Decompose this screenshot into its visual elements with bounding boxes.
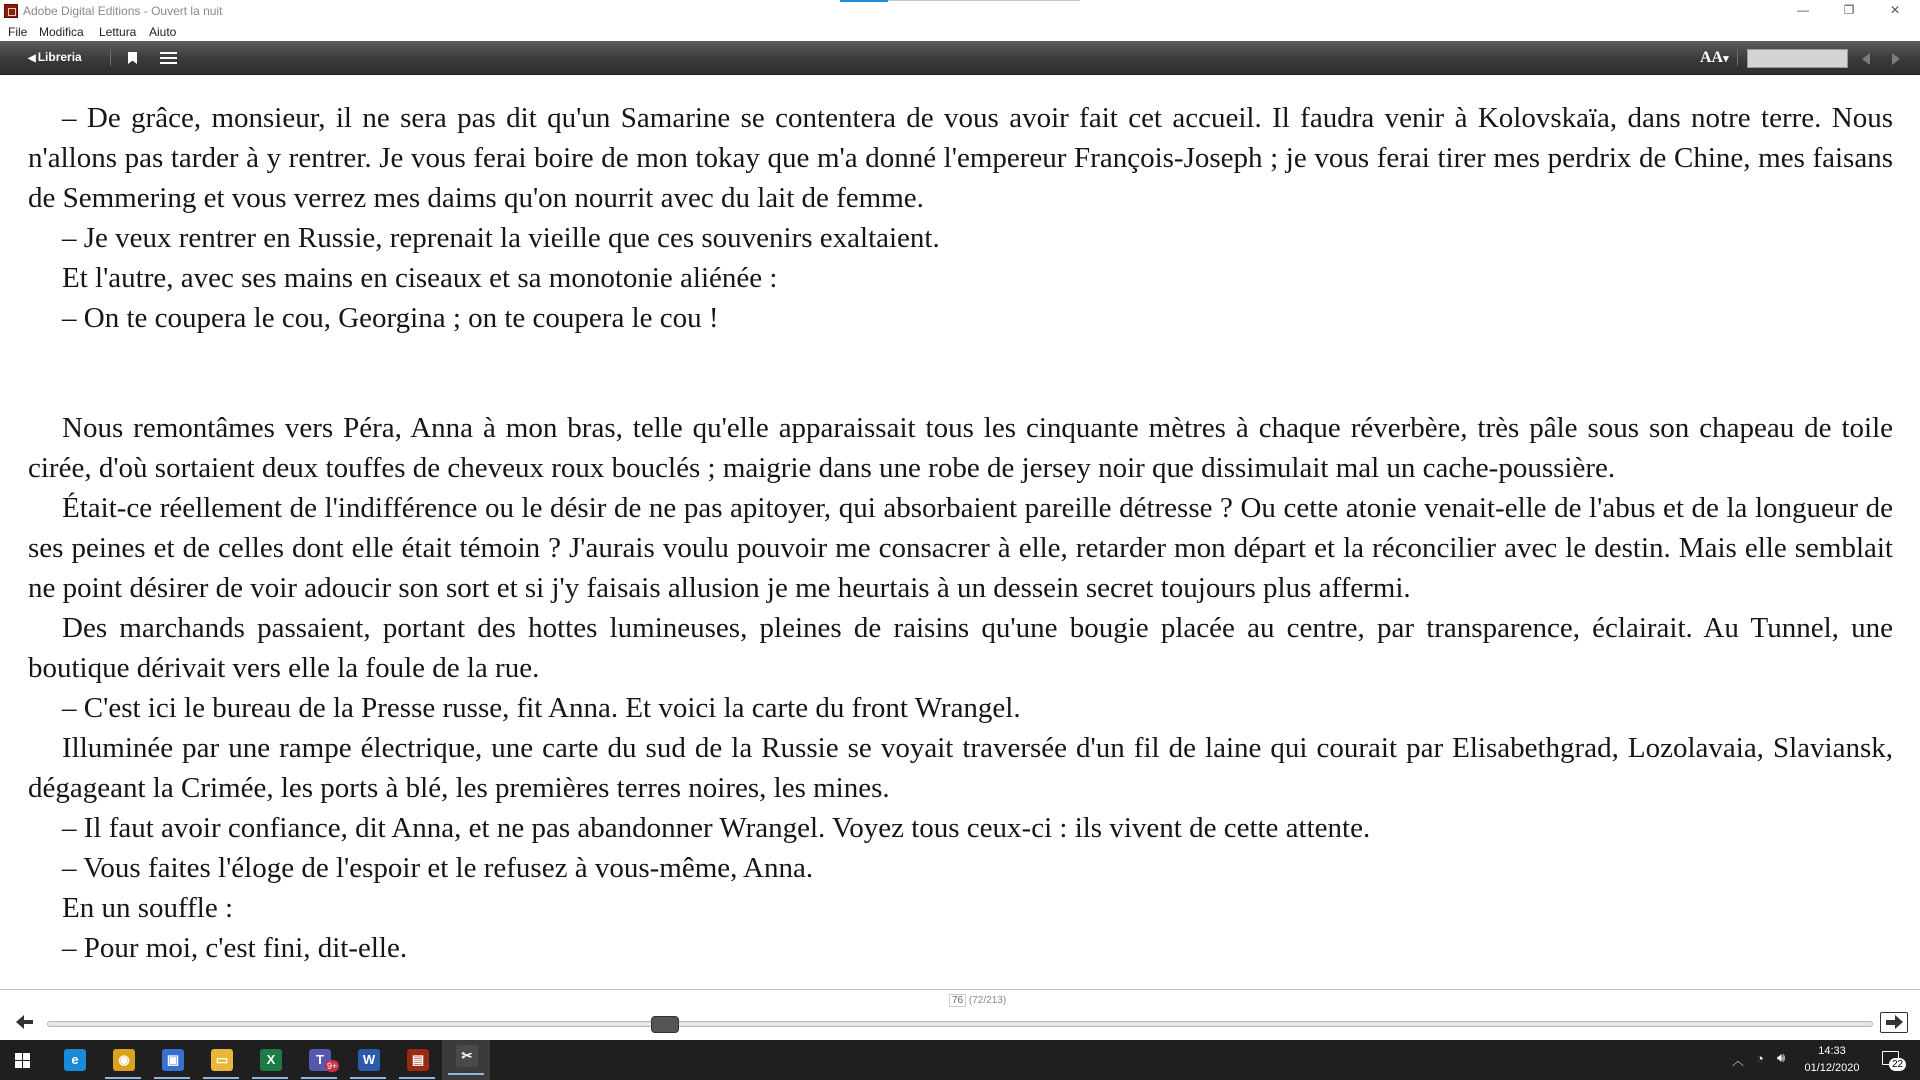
tray-chevron-icon[interactable]: ︿: [1732, 1054, 1745, 1068]
table-of-contents-icon[interactable]: [160, 52, 177, 64]
paragraph: Illuminée par une rampe électrique, une carte du sud de la Russie se voyait traversée d'un fil de laine qui courait par Elisabethgrad, Lozolavaia, Slaviansk, dégageant la Crimée, les ports à blé, les premières terres noires, les mines.: [28, 732, 1893, 804]
next-page-icon[interactable]: [1892, 53, 1900, 65]
paragraph: Était-ce réellement de l'indifférence ou le désir de ne pas apitoyer, qui absorbaient pareille détresse ? Ou cette atonie venait-elle de l'abus et de la longueur de ses peines et de celles dont elle était témoin ? J'aurais voulu pouvoir me consacrer à elle, retarder mon départ et la réconcilier avec le destin. Mais elle semblait ne point désirer de voir adoucir son sort et si j'y faisais allusion je me heurtais à un dessein secret toujours plus affermi.: [28, 492, 1893, 604]
bookmark-icon[interactable]: [128, 52, 137, 64]
back-arrow-button[interactable]: [16, 1014, 34, 1030]
maximize-button[interactable]: ❐: [1843, 3, 1855, 17]
clock-time[interactable]: 14:33: [1818, 1045, 1846, 1057]
chrome-icon: ◉: [113, 1049, 135, 1071]
paragraph: – De grâce, monsieur, il ne sera pas dit qu'un Samarine se contentera de vous avoir fait cet accueil. Il faudra venir à Kolovskaïa, dans notre terre. Nous n'allons pas tarder à y rentrer. Je vous ferai boire de mon tokay que m'a donné l'empereur François-Joseph ; je vous ferai tirer mes perdrix de Chine, mes faisans de Semmering et vous verrez mes daims qu'on nourrit avec du lait de femme.: [28, 102, 1893, 214]
teams-badge: 9+: [327, 1061, 338, 1071]
forward-arrow-button[interactable]: [1880, 1012, 1908, 1033]
page-indicator: [949, 995, 1006, 1006]
paragraph: – Il faut avoir confiance, dit Anna, et ne pas abandonner Wrangel. Voyez tous ceux-ci : ils vivent de cette attente.: [62, 812, 1371, 844]
menu-file[interactable]: File: [8, 25, 28, 39]
title-bar: [0, 0, 1920, 22]
font-size-icon[interactable]: AA▾: [1700, 49, 1729, 66]
title-accent-line: [888, 0, 1080, 1]
book-text: [28, 98, 1893, 968]
progress-slider-thumb[interactable]: [651, 1016, 679, 1033]
adobe-digital-editions-icon: [4, 4, 18, 18]
reading-pane[interactable]: [0, 76, 1920, 989]
clock-date[interactable]: 01/12/2020: [1804, 1062, 1860, 1074]
back-triangle-icon: ◀: [28, 53, 36, 64]
reader-toolbar: [0, 41, 1920, 75]
taskbar-app-digital-editions[interactable]: [393, 1044, 441, 1076]
edge-icon: e: [64, 1049, 86, 1071]
menu-bar: [0, 22, 1920, 41]
library-label: Libreria: [37, 50, 82, 64]
paragraph: – C'est ici le bureau de la Presse russe, fit Anna. Et voici la carte du front Wrangel.: [62, 692, 1021, 724]
page-number[interactable]: 76: [949, 994, 966, 1007]
paragraph: En un souffle :: [62, 892, 234, 924]
paragraph: – Je veux rentrer en Russie, reprenait la vieille que ces souvenirs exaltaient.: [62, 222, 940, 254]
word-icon: W: [358, 1049, 380, 1071]
progress-slider[interactable]: [47, 1021, 1873, 1027]
notification-count-badge: 22: [1889, 1058, 1906, 1071]
running-indicator: [252, 1077, 288, 1079]
taskbar-app-edge[interactable]: [50, 1044, 98, 1076]
text-block-1: [28, 98, 1893, 338]
running-indicator: [350, 1077, 386, 1079]
previous-page-icon[interactable]: [1862, 53, 1870, 65]
paragraph: Et l'autre, avec ses mains en ciseaux et sa monotonie aliénée :: [62, 262, 778, 294]
window-title: Adobe Digital Editions - Ouvert la nuit: [23, 4, 223, 18]
taskbar-app-excel[interactable]: [246, 1044, 294, 1076]
page-navigation: [0, 990, 1920, 1040]
taskbar-app-store[interactable]: [148, 1044, 196, 1076]
search-input[interactable]: [1747, 49, 1848, 68]
paragraph: – Pour moi, c'est fini, dit-elle.: [62, 932, 408, 964]
page-of-total: (72/213): [968, 995, 1007, 1006]
network-icon[interactable]: ◔: [1756, 1051, 1764, 1066]
minimize-button[interactable]: —: [1797, 3, 1809, 17]
windows-taskbar: [0, 1040, 1920, 1080]
menu-aiuto[interactable]: Aiuto: [149, 25, 177, 39]
running-indicator: [301, 1077, 337, 1079]
toolbar-separator: [1737, 50, 1738, 66]
start-button[interactable]: [0, 1040, 48, 1080]
close-button[interactable]: ✕: [1889, 3, 1901, 17]
taskbar-app-snipping[interactable]: [442, 1040, 490, 1080]
section-break: [28, 338, 1893, 408]
excel-icon: X: [260, 1049, 282, 1071]
paragraph: Nous remontâmes vers Péra, Anna à mon bras, telle qu'elle apparaissait tous les cinquante mètres à chaque réverbère, très pâle sous son chapeau de toile cirée, d'où sortaient deux touffes de cheveux roux bouclés ; maigrie dans une robe de jersey noir que dissimulait mal un cache-poussière.: [28, 412, 1893, 484]
running-indicator: [399, 1077, 435, 1079]
paragraph: – Vous faites l'éloge de l'espoir et le refusez à vous-même, Anna.: [62, 852, 814, 884]
file-explorer-icon: ▭: [211, 1049, 233, 1071]
digital-editions-icon: ▤: [407, 1049, 429, 1071]
taskbar-app-teams[interactable]: [295, 1044, 343, 1076]
toolbar-separator: [110, 50, 111, 66]
font-size-label: AA: [1700, 49, 1724, 66]
running-indicator: [448, 1073, 484, 1075]
snipping-icon: ✂: [456, 1045, 478, 1067]
running-indicator: [203, 1077, 239, 1079]
paragraph: Des marchands passaient, portant des hottes lumineuses, pleines de raisins qu'une bougie placée au centre, par transparence, éclairait. Au Tunnel, une boutique dérivait vers elle la foule de la rue.: [28, 612, 1893, 684]
volume-icon[interactable]: 🔊︎: [1777, 1050, 1786, 1065]
running-indicator: [154, 1077, 190, 1079]
library-button[interactable]: [28, 50, 82, 64]
menu-modifica[interactable]: Modifica: [39, 25, 84, 39]
windows-logo-icon: [15, 1053, 22, 1060]
running-indicator: [105, 1077, 141, 1079]
title-accent: [840, 0, 888, 2]
teams-icon: T: [309, 1049, 331, 1071]
taskbar-app-word[interactable]: [344, 1044, 392, 1076]
menu-lettura[interactable]: Lettura: [99, 25, 137, 39]
paragraph: – On te coupera le cou, Georgina ; on te coupera le cou !: [62, 302, 719, 334]
taskbar-app-file-explorer[interactable]: [197, 1044, 245, 1076]
taskbar-app-chrome[interactable]: [99, 1044, 147, 1076]
store-icon: ▣: [162, 1049, 184, 1071]
text-block-2: [28, 408, 1893, 968]
